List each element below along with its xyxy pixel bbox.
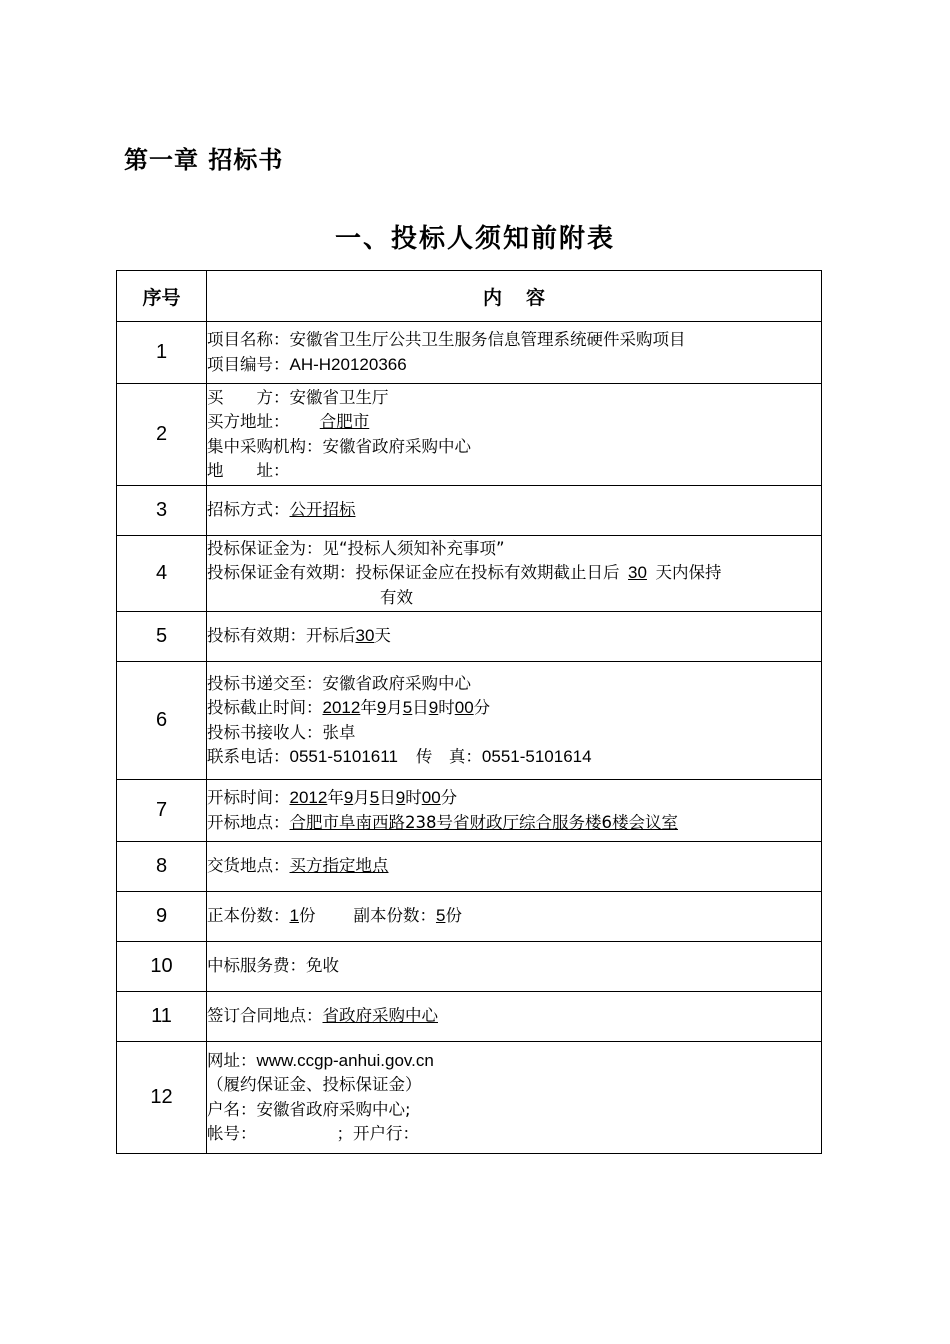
bid-validity-label: 投标有效期：开标后 <box>207 626 356 646</box>
table-row <box>117 1042 822 1154</box>
row-number: 10 <box>117 942 207 992</box>
table-row <box>117 536 822 612</box>
row-number: 3 <box>117 486 207 536</box>
table-header-row <box>117 271 822 322</box>
row-content <box>207 892 822 942</box>
bidder-instructions-table <box>116 270 822 1154</box>
table-row <box>117 892 822 942</box>
hour-unit: 时 <box>438 698 455 717</box>
receiver-label: 投标书接收人： <box>207 722 323 742</box>
table-row <box>117 662 822 780</box>
contract-place-label: 签订合同地点： <box>207 1006 323 1026</box>
website-label: 网址： <box>207 1050 257 1070</box>
original-count-label: 正本份数： <box>207 906 290 926</box>
project-no-label: 项目编号： <box>207 354 290 374</box>
account-name: 安徽省政府采购中心; <box>256 1099 411 1119</box>
phone-label: 联系电话： <box>207 747 290 766</box>
receiver: 张卓 <box>322 722 356 742</box>
hour-unit: 时 <box>405 788 422 807</box>
row-number: 8 <box>117 842 207 892</box>
month-unit: 月 <box>353 788 370 807</box>
table-row <box>117 384 822 486</box>
copy-unit: 份 <box>445 906 462 926</box>
deposit-validity-label: 投标保证金有效期：投标保证金应在投标有效期截止日后 <box>207 563 620 583</box>
table-row <box>117 322 822 384</box>
row-content <box>207 486 822 536</box>
original-count: 1 <box>289 906 299 926</box>
service-fee-label: 中标服务费： <box>207 956 306 976</box>
row-content <box>207 384 822 486</box>
row-content <box>207 780 822 842</box>
table-row <box>117 486 822 536</box>
row-number: 11 <box>117 992 207 1042</box>
opening-place: 合肥市阜南西路238号省财政厅综合服务楼6楼会议室 <box>289 812 678 832</box>
deadline-month: 9 <box>376 698 387 717</box>
deadline-hour: 9 <box>428 698 439 717</box>
delivery-place-label: 交货地点： <box>207 856 290 876</box>
website-link[interactable]: www.ccgp-anhui.gov.cn <box>256 1050 434 1070</box>
buyer-address-label: 买方地址： <box>207 412 290 431</box>
opening-month: 9 <box>343 788 354 807</box>
row-content <box>207 992 822 1042</box>
tender-method-label: 招标方式： <box>207 500 290 520</box>
opening-minute: 00 <box>421 788 441 807</box>
row-content <box>207 536 822 612</box>
opening-time-label: 开标时间： <box>207 788 290 807</box>
fax: 0551-5101614 <box>481 747 592 766</box>
project-no: AH-H20120366 <box>289 354 407 374</box>
row-content <box>207 662 822 780</box>
row-number: 4 <box>117 536 207 612</box>
bid-validity-days: 30 <box>355 626 375 646</box>
day-unit: 日 <box>379 788 396 807</box>
opening-year: 2012 <box>289 788 328 807</box>
row-number: 1 <box>117 322 207 384</box>
project-name-label: 项目名称： <box>207 330 290 349</box>
deadline-label: 投标截止时间： <box>207 698 323 717</box>
buyer-label: 买 方： <box>207 387 290 407</box>
account-no-label: 帐号： <box>207 1124 257 1143</box>
row-number: 9 <box>117 892 207 942</box>
original-unit: 份 <box>298 906 316 926</box>
row-content <box>207 322 822 384</box>
account-name-label: 户名： <box>207 1099 257 1119</box>
row-content <box>207 942 822 992</box>
deadline-day: 5 <box>402 698 413 717</box>
bid-validity-unit: 天 <box>374 626 391 646</box>
buyer: 安徽省卫生厅 <box>289 387 389 407</box>
row-content <box>207 842 822 892</box>
opening-place-label: 开标地点： <box>207 812 290 832</box>
minute-unit: 分 <box>440 788 458 807</box>
section-title: 一、投标人须知前附表 <box>334 224 615 254</box>
deposit-validity-days: 30 <box>628 563 647 583</box>
header-serial: 序号 <box>117 271 207 322</box>
fax-label: 传 真： <box>415 747 482 766</box>
agency-label: 集中采购机构： <box>207 436 323 456</box>
deposit-line: 投标保证金为：见“投标人须知补充事项” <box>207 538 505 558</box>
bank-label: ；开户行： <box>336 1124 419 1143</box>
deposit-note: （履约保证金、投标保证金） <box>207 1075 422 1094</box>
row-content <box>207 612 822 662</box>
header-content: 内容 <box>207 271 822 322</box>
table-row <box>117 842 822 892</box>
buyer-address: 合肥市 <box>319 412 370 431</box>
delivery-place: 买方指定地点 <box>289 856 389 876</box>
table-row <box>117 612 822 662</box>
table-row <box>117 942 822 992</box>
row-number: 6 <box>117 662 207 780</box>
tender-method: 公开招标 <box>289 500 356 520</box>
deliver-label: 投标书递交至： <box>207 673 323 693</box>
day-unit: 日 <box>412 698 429 717</box>
deposit-validity-end: 有效 <box>380 587 413 607</box>
row-number: 7 <box>117 780 207 842</box>
contract-place: 省政府采购中心 <box>322 1006 438 1026</box>
year-unit: 年 <box>327 788 344 807</box>
service-fee: 免收 <box>306 956 339 976</box>
table-row <box>117 780 822 842</box>
project-name: 安徽省卫生厅公共卫生服务信息管理系统硬件采购项目 <box>289 330 686 349</box>
chapter-title: 第一章 招标书 <box>124 146 284 174</box>
deadline-minute: 00 <box>454 698 474 717</box>
deliver-to: 安徽省政府采购中心 <box>322 673 471 693</box>
opening-hour: 9 <box>395 788 406 807</box>
row-number: 12 <box>117 1042 207 1154</box>
copy-count-label: 副本份数： <box>353 906 436 926</box>
minute-unit: 分 <box>473 698 491 717</box>
phone: 0551-5101611 <box>289 747 398 766</box>
month-unit: 月 <box>386 698 403 717</box>
deadline-year: 2012 <box>322 698 361 717</box>
row-number: 2 <box>117 384 207 486</box>
opening-day: 5 <box>369 788 380 807</box>
deposit-validity-tail: 天内保持 <box>655 563 722 583</box>
row-content <box>207 1042 822 1154</box>
copy-count: 5 <box>435 906 446 926</box>
row-number: 5 <box>117 612 207 662</box>
year-unit: 年 <box>360 698 377 717</box>
table-row <box>117 992 822 1042</box>
agency-address-label: 地 址： <box>207 461 290 480</box>
agency: 安徽省政府采购中心 <box>322 436 471 456</box>
